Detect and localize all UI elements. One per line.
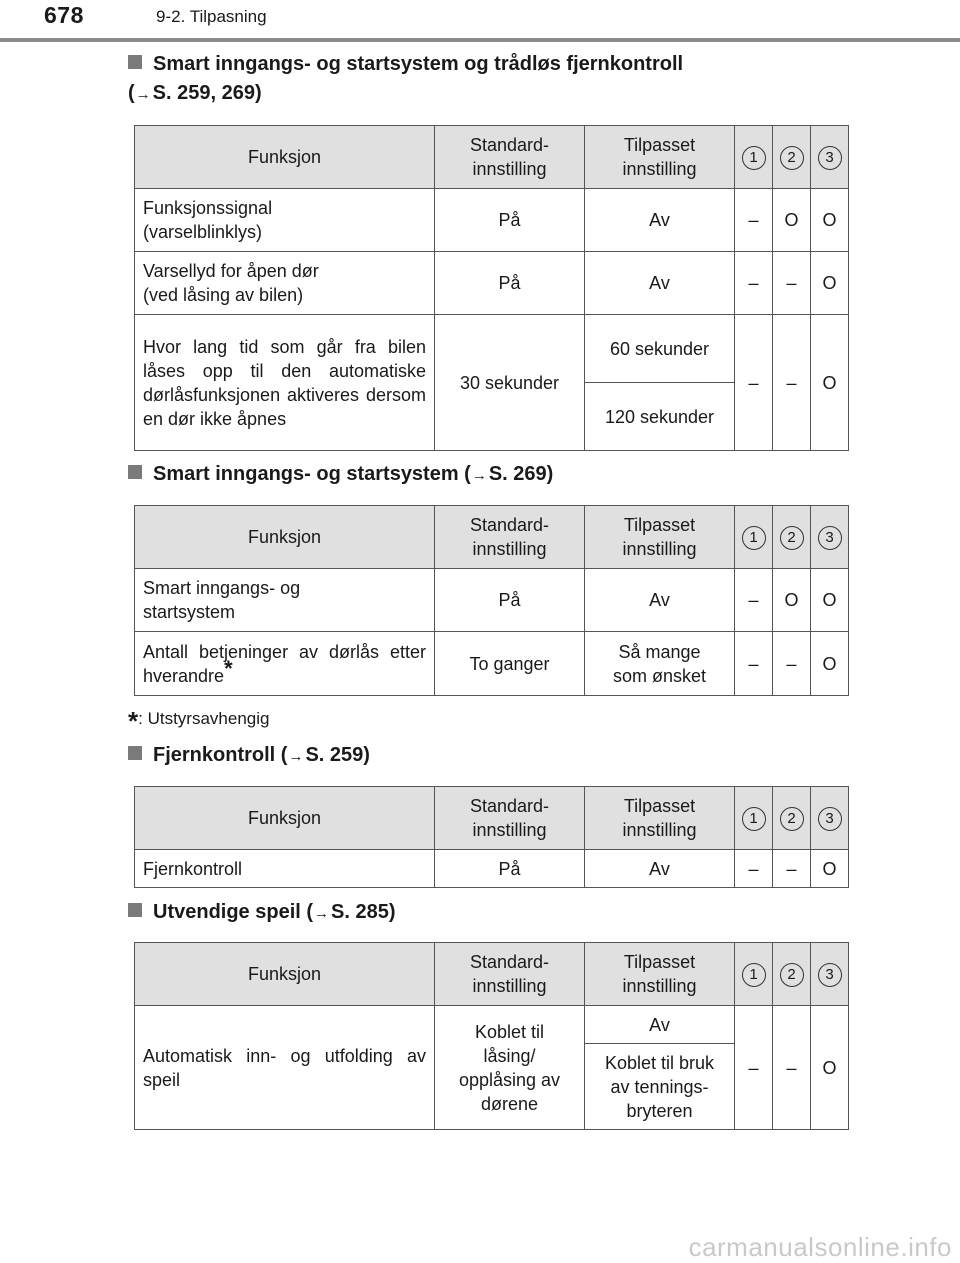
page-number: 678: [44, 2, 84, 28]
header-rule: [0, 38, 960, 42]
cell-custom: Så mange som ønsket: [585, 632, 735, 696]
table-header-row: [135, 787, 849, 850]
section-title-remote: [128, 741, 370, 771]
header-col1: [735, 943, 773, 1006]
cell-col2: –: [773, 315, 811, 451]
cell-col1: –: [735, 632, 773, 696]
cell-custom-option-b: 120 sekunder: [585, 383, 735, 451]
cell-function: Smart inngangs- og startsystem: [135, 569, 435, 632]
footnote-star: *: [128, 706, 139, 736]
arrow-right-icon: →: [135, 86, 151, 103]
circled-3-icon: 3: [818, 526, 842, 550]
cell-function: Antall betjeninger av dørlås etter hverandre*: [135, 632, 435, 696]
header-col1: [735, 506, 773, 569]
cell-col1: –: [735, 850, 773, 888]
cell-col2: O: [773, 569, 811, 632]
page-ref: S. 259): [305, 744, 370, 766]
circled-1-icon: 1: [742, 963, 766, 987]
cell-col3: O: [811, 252, 849, 315]
circled-3-icon: 3: [818, 963, 842, 987]
square-bullet-icon: [128, 903, 142, 917]
cell-function: Automatisk inn- og utfolding av speil: [135, 1006, 435, 1130]
square-bullet-icon: [128, 55, 142, 69]
cell-custom-option-a: Av: [585, 1006, 735, 1044]
section-title-text: Smart inngangs- og startsystem (: [153, 463, 471, 485]
cell-col1: –: [735, 569, 773, 632]
circled-1-icon: 1: [742, 807, 766, 831]
header-col1: [735, 787, 773, 850]
cell-default: På: [435, 252, 585, 315]
table-header-row: [135, 943, 849, 1006]
section-title-text: Fjernkontroll (: [153, 744, 288, 766]
section-title-smart-entry: [128, 460, 553, 490]
cell-col1: –: [735, 252, 773, 315]
footnote-text: : Utstyrsavhengig: [138, 709, 270, 728]
header-col3: [811, 787, 849, 850]
table-row: [135, 189, 849, 252]
cell-col3: O: [811, 189, 849, 252]
footnote: [128, 706, 269, 737]
circled-2-icon: 2: [780, 526, 804, 550]
cell-function: Varsellyd for åpen dør (ved låsing av bilen): [135, 252, 435, 315]
cell-col2: –: [773, 850, 811, 888]
cell-custom: Av: [585, 189, 735, 252]
cell-col3: O: [811, 315, 849, 451]
header-default-setting: Standard- innstilling: [435, 787, 585, 850]
cell-col1: –: [735, 1006, 773, 1130]
circled-2-icon: 2: [780, 807, 804, 831]
table-row: [135, 252, 849, 315]
cell-custom-option-b: Koblet til bruk av tennings- bryteren: [585, 1044, 735, 1130]
header-col3: [811, 943, 849, 1006]
cell-custom-option-a: 60 sekunder: [585, 315, 735, 383]
cell-default: Koblet til låsing/ opplåsing av dørene: [435, 1006, 585, 1130]
arrow-right-icon: →: [314, 905, 330, 922]
table-row: [135, 1006, 849, 1044]
cell-default: På: [435, 850, 585, 888]
table-row: [135, 632, 849, 696]
square-bullet-icon: [128, 465, 142, 479]
page-ref: S. 285): [331, 901, 396, 923]
header-function: Funksjon: [135, 126, 435, 189]
cell-col3: O: [811, 569, 849, 632]
cell-custom: Av: [585, 850, 735, 888]
arrow-right-icon: →: [288, 748, 304, 765]
cell-function: Fjernkontroll: [135, 850, 435, 888]
section-title-text: Smart inngangs- og startsystem og trådløs fjernkontroll: [153, 53, 684, 75]
square-bullet-icon: [128, 746, 142, 760]
cell-col3: O: [811, 850, 849, 888]
table-header-row: [135, 126, 849, 189]
cell-col2: –: [773, 632, 811, 696]
section-title-smart-entry-remote: [128, 50, 683, 109]
header-custom-setting: Tilpasset innstilling: [585, 787, 735, 850]
header-col2: [773, 506, 811, 569]
cell-function: Funksjonssignal (varselblinklys): [135, 189, 435, 252]
table-row: [135, 569, 849, 632]
cell-custom: Av: [585, 569, 735, 632]
cell-default: På: [435, 189, 585, 252]
header-col3: [811, 126, 849, 189]
section-title-mirrors: [128, 898, 396, 928]
table-row: [135, 315, 849, 383]
cell-default: 30 sekunder: [435, 315, 585, 451]
header-default-setting: Standard- innstilling: [435, 506, 585, 569]
header-col2: [773, 126, 811, 189]
circled-2-icon: 2: [780, 146, 804, 170]
header-function: Funksjon: [135, 943, 435, 1006]
settings-table-mirrors: [134, 942, 849, 1130]
cell-col3: O: [811, 632, 849, 696]
circled-2-icon: 2: [780, 963, 804, 987]
circled-3-icon: 3: [818, 807, 842, 831]
page-ref: S. 269): [488, 463, 554, 485]
cell-col1: –: [735, 189, 773, 252]
chapter-title: 9-2. Tilpasning: [156, 7, 267, 26]
header-default-setting: Standard- innstilling: [435, 943, 585, 1006]
cell-default: På: [435, 569, 585, 632]
cell-col2: O: [773, 189, 811, 252]
section-title-text: Utvendige speil (: [153, 901, 314, 923]
cell-col2: –: [773, 252, 811, 315]
settings-table-remote: [134, 786, 849, 888]
settings-table-smart-entry-remote: [134, 125, 849, 451]
watermark: carmanualsonline.info: [688, 1232, 952, 1262]
header-custom-setting: Tilpasset innstilling: [585, 943, 735, 1006]
cell-col2: –: [773, 1006, 811, 1130]
header-col2: [773, 943, 811, 1006]
header-default-setting: Standard- innstilling: [435, 126, 585, 189]
cell-col3: O: [811, 1006, 849, 1130]
cell-function: Hvor lang tid som går fra bilen låses opp til den automatiske dørlåsfunksjonen aktiveres dersom en dør ikke åpnes: [135, 315, 435, 451]
page-ref: (→ S. 259, 269): [128, 82, 262, 104]
circled-1-icon: 1: [742, 526, 766, 550]
cell-default: To ganger: [435, 632, 585, 696]
header-function: Funksjon: [135, 506, 435, 569]
header-col2: [773, 787, 811, 850]
header-col1: [735, 126, 773, 189]
arrow-right-icon: →: [471, 467, 487, 484]
table-row: [135, 850, 849, 888]
circled-3-icon: 3: [818, 146, 842, 170]
header-function: Funksjon: [135, 787, 435, 850]
header-col3: [811, 506, 849, 569]
header-custom-setting: Tilpasset innstilling: [585, 126, 735, 189]
circled-1-icon: 1: [742, 146, 766, 170]
header-custom-setting: Tilpasset innstilling: [585, 506, 735, 569]
footnote-star: *: [224, 655, 233, 681]
table-header-row: [135, 506, 849, 569]
settings-table-smart-entry: [134, 505, 849, 696]
cell-col1: –: [735, 315, 773, 451]
cell-custom: Av: [585, 252, 735, 315]
